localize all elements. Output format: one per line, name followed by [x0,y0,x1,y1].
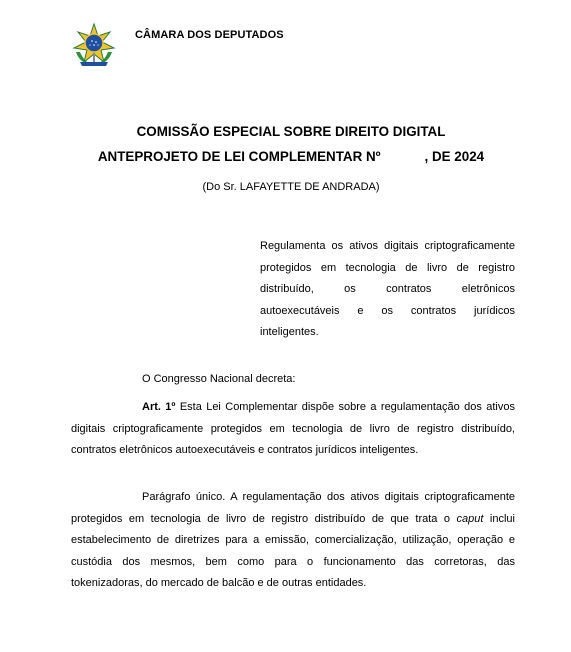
bill-title-suffix: , DE 2024 [424,149,485,164]
sole-paragraph-text-before: Parágrafo único. A regulamentação dos ativos digitais criptograficamente protegidos em tecnologia de livro de registro distribuído de que trata o [71,491,515,525]
decree-line: O Congresso Nacional decreta: [142,373,296,385]
bill-ementa: Regulamenta os ativos digitais criptograficamente protegidos em tecnologia de livro de registro distribuído, os contratos eletrônicos autoexecutáveis e os contratos jurídicos inteligentes. [260,240,515,338]
sole-paragraph-caput: caput [456,512,484,525]
sole-paragraph [71,487,515,595]
sole-paragraph-text-after: inclui estabelecimento de diretrizes para a emissão, comercialização, utilização, operação e custódia dos mesmos, bem como para o funcionamento das corretoras, das tokenizadoras, do mercado de balcão e de outras entidades. [71,512,515,589]
article-1 [71,397,515,462]
org-name: CÂMARA DOS DEPUTADOS [135,29,284,41]
commission-title: COMISSÃO ESPECIAL SOBRE DIREITO DIGITAL [136,124,446,139]
article-1-text: Esta Lei Complementar dispõe sobre a regulamentação dos ativos digitais criptograficamente protegidos em tecnologia de livro de registro distribuído, contratos eletrônicos autoexecutáveis e contratos jurídicos inteligentes. [71,401,515,456]
brazil-coat-of-arms-icon [70,22,118,70]
article-1-label: Art. 1º [142,401,176,413]
bill-title-prefix: ANTEPROJETO DE LEI COMPLEMENTAR Nº [97,149,381,164]
bill-title [0,149,571,164]
bill-author: (Do Sr. LAFAYETTE DE ANDRADA) [202,181,380,193]
document-header [70,22,284,70]
